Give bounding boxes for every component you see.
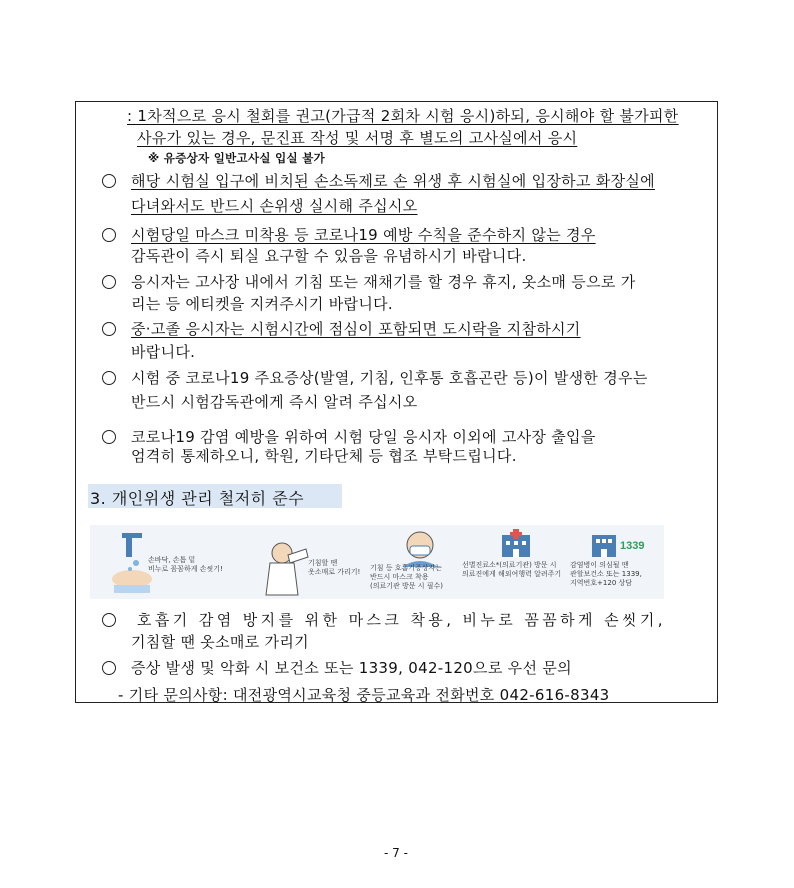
item-6-line-2: 엄격히 통제하오니, 학원, 기타단체 등 협조 부탁드립니다. (131, 447, 517, 465)
page-number: - 7 - (384, 846, 408, 860)
item-4-line-1: 중·고졸 응시자는 시험시간에 점심이 포함되면 도시락을 지참하시기 (131, 320, 581, 338)
caption-hospital: 선별진료소*(의료기관) 방문 시 의료진에게 해외여행력 알려주기 (462, 561, 562, 578)
caption-mask: 기침 등 호흡기증상자는 반드시 마스크 착용 (의료기관 방문 시 필수) (370, 564, 443, 590)
top-line-1: : 1차적으로 응시 철회를 권고(가급적 2회차 시험 응시)하되, 응시해야 할 불가피한 (127, 107, 679, 125)
circle-bullet-icon (102, 613, 116, 627)
circle-bullet-icon (102, 322, 116, 336)
item-2-line-1: 시험당일 마스크 미착용 등 코로나19 예방 수칙을 준수하지 않는 경우 (131, 226, 596, 244)
banner-tile-handwash (90, 525, 223, 599)
top-line-2: 사유가 있는 경우, 문진표 작성 및 서명 후 별도의 고사실에서 응시 (137, 129, 578, 147)
item-3-line-1: 응시자는 고사장 내에서 기침 또는 재채기를 할 경우 휴지, 옷소매 등으로 가 (131, 273, 636, 291)
banner-tile-mask (368, 525, 468, 599)
circle-bullet-icon (102, 371, 116, 385)
section-3-heading-text: 3. 개인위생 관리 철저히 준수 (90, 489, 305, 508)
section-3-heading (88, 484, 342, 508)
caption-handwash: 손바닥, 손톱 밑 비누로 꼼꼼하게 손씻기! (148, 556, 223, 573)
circle-bullet-icon (102, 174, 116, 188)
item-5-line-1: 시험 중 코로나19 주요증상(발열, 기침, 인후통 호흡곤란 등)이 발생한 경우는 (131, 369, 648, 387)
bottom-item-1-line-2: 기침할 땐 옷소매로 가리기 (131, 633, 309, 651)
circle-bullet-icon (102, 661, 116, 675)
caption-1339: 감염병이 의심될 땐 관할보건소 또는 1339, 지역번호+120 상담 (570, 561, 642, 587)
banner-tile-1339 (570, 525, 664, 599)
banner-tile-cough (258, 525, 368, 599)
circle-bullet-icon (102, 228, 116, 242)
contact-line: - 기타 문의사항: 대전광역시교육청 중등교육과 전화번호 042-616-8343 (118, 686, 610, 704)
hospital-icon (496, 529, 536, 559)
clinic-1339-icon (590, 529, 656, 559)
circle-bullet-icon (102, 275, 116, 289)
item-2-line-2: 감독관이 즉시 퇴실 요구할 수 있음을 유념하시기 바랍니다. (131, 247, 527, 265)
circle-bullet-icon (102, 430, 116, 444)
top-note: ※ 유증상자 일반고사실 입실 불가 (148, 151, 326, 165)
item-1-line-1: 해당 시험실 입구에 비치된 손소독제로 손 위생 후 시험실에 입장하고 화장실에 (131, 172, 655, 190)
hygiene-banner (90, 525, 664, 599)
bottom-item-1-line-1: 호흡기 감염 방지를 위한 마스크 착용, 비누로 꼼꼼하게 손씻기, (137, 611, 666, 629)
caption-cough: 기침할 땐 옷소매로 가리기! (308, 559, 361, 576)
item-3-line-2: 리는 등 에티켓을 지켜주시기 바랍니다. (131, 295, 393, 313)
item-1-line-2: 다녀와서도 반드시 손위생 실시해 주십시오 (131, 197, 418, 215)
logo-1339: 1339 (620, 540, 645, 552)
item-5-line-2: 반드시 시험감독관에게 즉시 알려 주십시오 (131, 393, 418, 411)
item-4-line-2: 바랍니다. (131, 343, 196, 361)
mask-person-icon (390, 527, 450, 567)
item-6-line-1: 코로나19 감염 예방을 위하여 시험 당일 응시자 이외에 고사장 출입을 (131, 428, 596, 446)
bottom-item-2-line-1: 증상 발생 및 악화 시 보건소 또는 1339, 042-120으로 우선 문의 (131, 659, 572, 677)
banner-tile-hospital (462, 525, 568, 599)
